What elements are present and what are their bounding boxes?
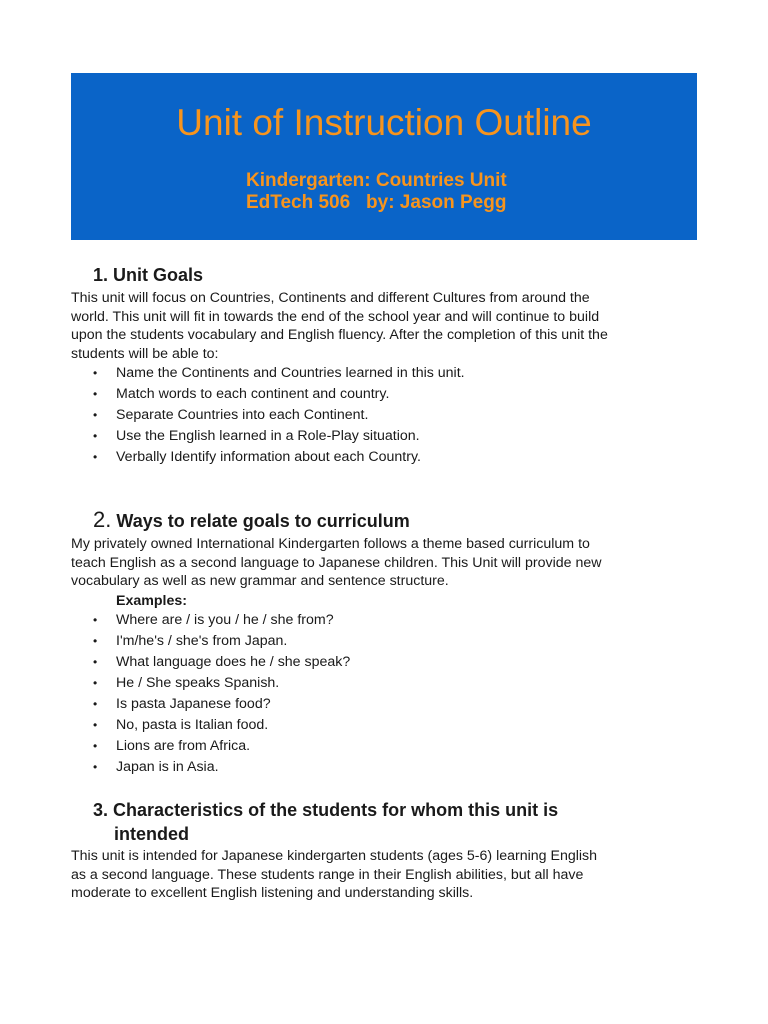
list-item-text: Verbally Identify information about each Country. xyxy=(116,449,421,465)
title-banner xyxy=(71,73,697,240)
list-item-text: Is pasta Japanese food? xyxy=(116,696,271,712)
section2-paragraph xyxy=(71,535,711,591)
subtitle-unit: Kindergarten: Countries Unit xyxy=(246,170,507,191)
list-item xyxy=(93,694,350,715)
paragraph-line: This unit will focus on Countries, Continents and different Cultures from around the xyxy=(71,290,590,306)
list-item xyxy=(93,447,465,468)
examples-label: Examples: xyxy=(116,593,187,609)
bullet-icon: • xyxy=(93,366,98,380)
list-item-text: Separate Countries into each Continent. xyxy=(116,407,369,423)
paragraph-line: teach English as a second language to Japanese children. This Unit will provide new xyxy=(71,554,602,571)
list-item xyxy=(93,384,465,405)
paragraph-line: as a second language. These students range in their English abilities, but all have xyxy=(71,866,584,883)
list-item xyxy=(93,715,350,736)
list-item-text: Name the Continents and Countries learned in this unit. xyxy=(116,365,465,381)
list-item-text: What language does he / she speak? xyxy=(116,654,351,670)
section2-example-list xyxy=(93,610,350,778)
list-item xyxy=(93,736,350,757)
bullet-icon: • xyxy=(93,429,98,443)
section3-number: 3. xyxy=(93,800,109,820)
paragraph-line: moderate to excellent English listening and understanding skills. xyxy=(71,885,474,902)
paragraph-line: students will be able to: xyxy=(71,346,219,363)
section1-goal-list xyxy=(93,363,465,468)
bullet-icon: • xyxy=(93,450,98,464)
bullet-icon: • xyxy=(93,676,98,690)
section1-paragraph xyxy=(71,289,711,364)
bullet-icon: • xyxy=(93,718,98,732)
list-item xyxy=(93,363,465,384)
section2-title: Ways to relate goals to curriculum xyxy=(116,511,410,531)
subtitle-author: EdTech 506 by: Jason Pegg xyxy=(246,192,507,213)
list-item xyxy=(93,652,350,673)
list-item xyxy=(93,673,350,694)
list-item xyxy=(93,631,350,652)
list-item-text: Use the English learned in a Role-Play situation. xyxy=(116,428,420,444)
section3-title-line2: intended xyxy=(114,824,189,844)
bullet-icon: • xyxy=(93,697,98,711)
paragraph-line: My privately owned International Kindergarten follows a theme based curriculum to xyxy=(71,536,590,552)
list-item-text: I'm/he's / she's from Japan. xyxy=(116,633,288,649)
paragraph-line: upon the students vocabulary and English fluency. After the completion of this unit the xyxy=(71,327,608,344)
section1-number: 1. xyxy=(93,265,109,285)
list-item xyxy=(93,426,465,447)
document-title: Unit of Instruction Outline xyxy=(176,102,592,143)
bullet-icon: • xyxy=(93,387,98,401)
list-item xyxy=(93,405,465,426)
bullet-icon: • xyxy=(93,613,98,627)
list-item xyxy=(93,610,350,631)
paragraph-line: vocabulary as well as new grammar and sentence structure. xyxy=(71,573,449,590)
list-item-text: No, pasta is Italian food. xyxy=(116,717,269,733)
list-item-text: Japan is in Asia. xyxy=(116,759,219,775)
list-item-text: Lions are from Africa. xyxy=(116,738,251,754)
bullet-icon: • xyxy=(93,739,98,753)
paragraph-line: world. This unit will fit in towards the end of the school year and will continue to build xyxy=(71,308,600,325)
section2-heading xyxy=(93,509,410,532)
list-item-text: Match words to each continent and country. xyxy=(116,386,390,402)
section1-title: Unit Goals xyxy=(113,265,204,285)
bullet-icon: • xyxy=(93,634,98,648)
section3-title-line1: Characteristics of the students for whom this unit is xyxy=(113,800,559,820)
list-item xyxy=(93,757,350,778)
list-item-text: He / She speaks Spanish. xyxy=(116,675,280,691)
list-item-text: Where are / is you / he / she from? xyxy=(116,612,334,628)
bullet-icon: • xyxy=(93,408,98,422)
paragraph-line: This unit is intended for Japanese kindergarten students (ages 5-6) learning English xyxy=(71,848,598,864)
bullet-icon: • xyxy=(93,760,98,774)
bullet-icon: • xyxy=(93,655,98,669)
section3-heading xyxy=(93,798,558,846)
section2-number: 2. xyxy=(93,507,112,532)
section1-heading xyxy=(93,264,203,286)
section3-paragraph xyxy=(71,847,711,903)
